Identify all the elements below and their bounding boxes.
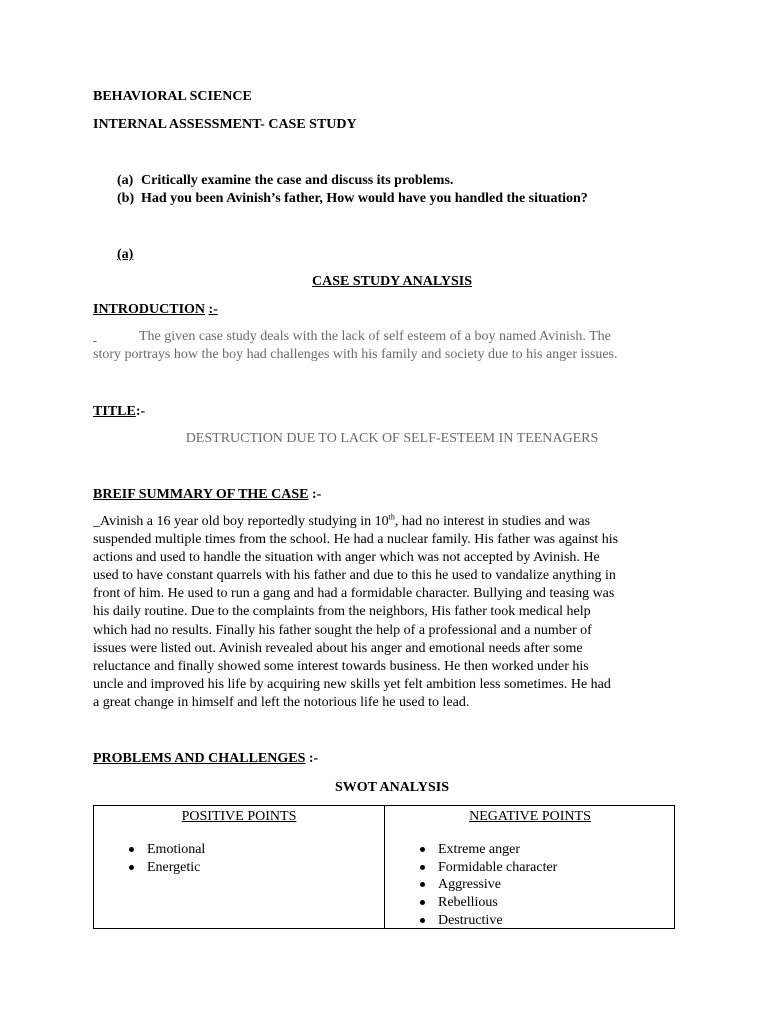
negative-points-list xyxy=(414,841,557,930)
introduction-line-2: story portrays how the boy had challenges with his family and society due to his anger issues. xyxy=(93,347,618,363)
title-heading-suffix: :- xyxy=(135,404,146,419)
negative-points-heading: NEGATIVE POINTS xyxy=(469,809,591,824)
question-a-text: Critically examine the case and discuss its problems. xyxy=(141,173,454,188)
title-heading xyxy=(93,403,145,421)
subject-heading: BEHAVIORAL SCIENCE xyxy=(93,89,252,104)
swot-title: SWOT ANALYSIS xyxy=(334,780,449,795)
bullet-icon xyxy=(129,847,134,852)
analysis-title: CASE STUDY ANALYSIS xyxy=(311,274,473,289)
bullet-icon xyxy=(129,865,134,870)
summary-line-6: his daily routine. Due to the complaints from the neighbors, His father took medical help xyxy=(93,604,591,620)
introduction-paragraph xyxy=(93,328,683,364)
introduction-heading-suffix: :- xyxy=(208,302,218,317)
summary-heading xyxy=(93,486,321,504)
problems-heading xyxy=(93,750,318,768)
title-heading-text: TITLE xyxy=(93,404,136,419)
bullet-icon xyxy=(420,900,425,905)
summary-line-9: reluctance and finally showed some interest towards business. He then worked under his xyxy=(93,658,589,674)
introduction-line-1: The given case study deals with the lack of self esteem of a boy named Avinish. The xyxy=(139,329,611,344)
summary-line-8: issues were listed out. Avinish revealed about his anger and emotional needs after some xyxy=(93,640,583,656)
summary-paragraph xyxy=(93,513,683,712)
list-item: Extreme anger xyxy=(414,841,557,859)
question-a-marker: (a) xyxy=(117,173,134,188)
summary-heading-text: BREIF SUMMARY OF THE CASE xyxy=(93,487,309,502)
summary-line-10: uncle and improved his life by acquiring new skills yet felt ambition less sometimes. He had xyxy=(93,676,611,692)
bullet-icon xyxy=(420,882,425,887)
summary-line-1: _Avinish a 16 year old boy reportedly studying in 10th, had no interest in studies and was xyxy=(93,512,591,529)
summary-line-5: front of him. He used to run a gang and had a formidable character. Bullying and teasing was xyxy=(93,586,615,602)
summary-line-2: suspended multiple times from the school. He had a nuclear family. His father was against his xyxy=(93,532,619,548)
list-item: Destructive xyxy=(414,912,557,930)
swot-table xyxy=(93,805,675,929)
problems-heading-text: PROBLEMS AND CHALLENGES xyxy=(93,751,306,766)
list-item: Rebellious xyxy=(414,894,557,912)
positive-points-list xyxy=(123,841,205,876)
summary-line-4: used to have constant quarrels with his father and due to this he used to vandalize anything in xyxy=(93,568,616,584)
bullet-icon xyxy=(420,918,425,923)
answer-marker: (a) xyxy=(117,247,134,262)
assessment-heading: INTERNAL ASSESSMENT- CASE STUDY xyxy=(93,117,357,132)
question-b xyxy=(117,190,588,208)
case-title-text: DESTRUCTION DUE TO LACK OF SELF-ESTEEM IN TEENAGERS xyxy=(185,431,599,446)
positive-points-heading: POSITIVE POINTS xyxy=(181,809,297,824)
bullet-icon xyxy=(420,865,425,870)
summary-heading-suffix: :- xyxy=(312,487,322,502)
problems-heading-suffix: :- xyxy=(308,751,319,766)
list-item: Formidable character xyxy=(414,859,557,877)
introduction-heading-text: INTRODUCTION xyxy=(93,302,206,317)
question-b-marker: (b) xyxy=(117,191,135,206)
summary-line-7: which had no results. Finally his father sought the help of a professional and a number of xyxy=(93,622,592,638)
list-item: Emotional xyxy=(123,841,205,859)
bullet-icon xyxy=(420,847,425,852)
list-item: Aggressive xyxy=(414,876,557,894)
question-b-text: Had you been Avinish’s father, How would have you handled the situation? xyxy=(141,191,588,206)
question-a xyxy=(117,172,453,190)
introduction-heading xyxy=(93,301,218,319)
summary-line-11: a great change in himself and left the notorious life he used to lead. xyxy=(93,694,470,710)
list-item: Energetic xyxy=(123,859,205,877)
summary-line-3: actions and used to handle the situation with anger which was not accepted by Avinish. He xyxy=(93,550,600,566)
